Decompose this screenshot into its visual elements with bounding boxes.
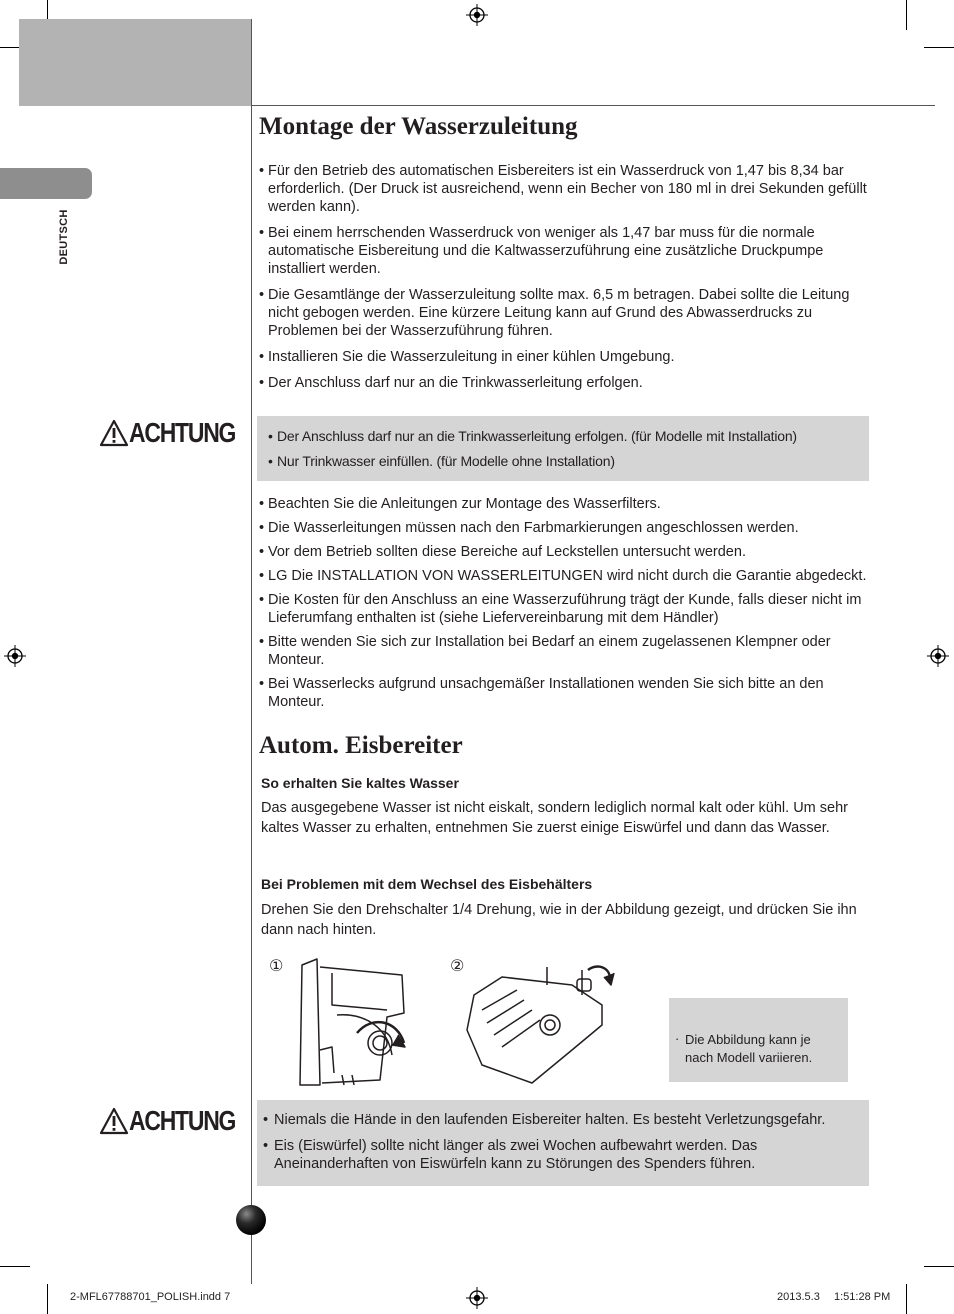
caution-item: • Nur Trinkwasser einfüllen. (für Modelle ohne Installation) bbox=[268, 452, 868, 470]
list-item: • Die Wasserleitungen müssen nach den Farbmarkierungen angeschlossen werden. bbox=[259, 519, 871, 537]
language-label: DEUTSCH bbox=[58, 209, 70, 265]
registration-mark-icon bbox=[466, 1287, 488, 1309]
installation-notes-list bbox=[259, 495, 871, 711]
caution-item: • Eis (Eiswürfel) sollte nicht länger als zwei Wochen aufbewahrt werden. Das Aneinanderhaften von Eiswürfeln kann zu Störungen des Spenders führen. bbox=[263, 1137, 863, 1173]
figure-note-text: Die Abbildung kann je nach Modell variieren. bbox=[685, 1032, 813, 1065]
crop-mark bbox=[47, 1284, 48, 1314]
figure-note-box bbox=[669, 998, 848, 1082]
list-item: • Der Anschluss darf nur an die Trinkwasserleitung erfolgen. bbox=[259, 374, 869, 392]
list-item: • Für den Betrieb des automatischen Eisbereiters ist ein Wasserdruck von 1,47 bis 8,34 bar erforderlich. (Der Druck ist ausreichend, wenn ein Becher von 180 ml in drei Sekunden gefüllt werden kann). bbox=[259, 162, 869, 216]
figure-2-label: ② bbox=[450, 958, 465, 975]
caution-heading bbox=[99, 1104, 259, 1138]
language-tab bbox=[0, 168, 92, 199]
column-divider bbox=[251, 19, 252, 1284]
caution-heading bbox=[99, 416, 259, 450]
header-gray-block bbox=[19, 19, 251, 106]
list-item: • Bei Wasserlecks aufgrund unsachgemäßer Installationen wenden Sie sich bitte an den Monteur. bbox=[259, 675, 871, 711]
list-item: • Beachten Sie die Anleitungen zur Montage des Wasserfilters. bbox=[259, 495, 871, 513]
warning-triangle-icon bbox=[99, 1107, 129, 1135]
subheading-cold-water: So erhalten Sie kaltes Wasser bbox=[261, 775, 459, 791]
crop-mark bbox=[924, 47, 954, 48]
list-item: • Bitte wenden Sie sich zur Installation bei Bedarf an einem zugelassenen Klempner oder Monteur. bbox=[259, 633, 871, 669]
crop-mark bbox=[906, 1284, 907, 1314]
paragraph-ice-bin: Drehen Sie den Drehschalter 1/4 Drehung, wie in der Abbildung gezeigt, und drücken Sie ihn dann nach hinten. bbox=[261, 902, 857, 938]
crop-mark bbox=[0, 1266, 30, 1267]
caution-box bbox=[257, 1100, 869, 1186]
figure-1-label: ① bbox=[269, 958, 284, 975]
footer-time: 1:51:28 PM bbox=[834, 1291, 891, 1303]
crop-mark bbox=[906, 0, 907, 30]
caution-item: • Der Anschluss darf nur an die Trinkwasserleitung erfolgen. (für Modelle mit Installation) bbox=[268, 427, 868, 445]
subheading-ice-bin: Bei Problemen mit dem Wechsel des Eisbehälters bbox=[261, 876, 593, 892]
paragraph-cold-water: Das ausgegebene Wasser ist nicht eiskalt, sondern lediglich normal kalt oder kühl. Um sehr kaltes Wasser zu erhalten, entnehmen Sie zuerst einige Eiswürfel und dann das Wasser. bbox=[261, 800, 848, 836]
caution-box bbox=[257, 416, 869, 481]
footer-filename: 2-MFL67788701_POLISH.indd 7 bbox=[70, 1291, 231, 1303]
list-item: • Vor dem Betrieb sollten diese Bereiche auf Leckstellen untersucht werden. bbox=[259, 543, 871, 561]
water-supply-list bbox=[259, 162, 869, 392]
list-item: • Bei einem herrschenden Wasserdruck von weniger als 1,47 bar muss für die normale automatische Eisbereitung und die Kaltwasserzuführung eine zusätzliche Druckpumpe installiert werden. bbox=[259, 224, 869, 278]
caution-item: • Niemals die Hände in den laufenden Eisbereiter halten. Es besteht Verletzungsgefahr. bbox=[263, 1111, 863, 1129]
registration-mark-icon bbox=[466, 4, 488, 26]
list-item: • LG Die INSTALLATION VON WASSERLEITUNGEN wird nicht durch die Garantie abgedeckt. bbox=[259, 567, 871, 585]
icemaker-dial-illustration bbox=[292, 955, 417, 1090]
note-bullet: · bbox=[675, 1031, 680, 1046]
caution-label: ACHTUNG bbox=[129, 1105, 236, 1136]
list-item: • Die Gesamtlänge der Wasserzuleitung sollte max. 6,5 m betragen. Dabei sollte die Leitung nicht gebogen werden. Eine kürzere Leitung kann auf Grund des Abwasserdrucks zu Problemen bei der Wasserzuführung führen. bbox=[259, 286, 869, 340]
section-title-icemaker: Autom. Eisbereiter bbox=[259, 732, 463, 759]
registration-mark-icon bbox=[4, 645, 26, 667]
list-item: • Installieren Sie die Wasserzuleitung in einer kühlen Umgebung. bbox=[259, 348, 869, 366]
registration-mark-icon bbox=[927, 645, 949, 667]
crop-mark bbox=[924, 1266, 954, 1267]
page-number-disc bbox=[235, 1204, 267, 1236]
header-rule bbox=[251, 105, 935, 106]
section-title-water-supply: Montage der Wasserzuleitung bbox=[259, 113, 578, 140]
icebin-removal-illustration bbox=[462, 955, 622, 1090]
caution-label: ACHTUNG bbox=[129, 417, 236, 448]
footer-date: 2013.5.3 bbox=[777, 1291, 820, 1303]
list-item: • Die Kosten für den Anschluss an eine Wasserzuführung trägt der Kunde, falls dieser nicht im Lieferumfang enthalten ist (siehe Liefervereinbarung mit dem Händler) bbox=[259, 591, 871, 627]
warning-triangle-icon bbox=[99, 419, 129, 447]
